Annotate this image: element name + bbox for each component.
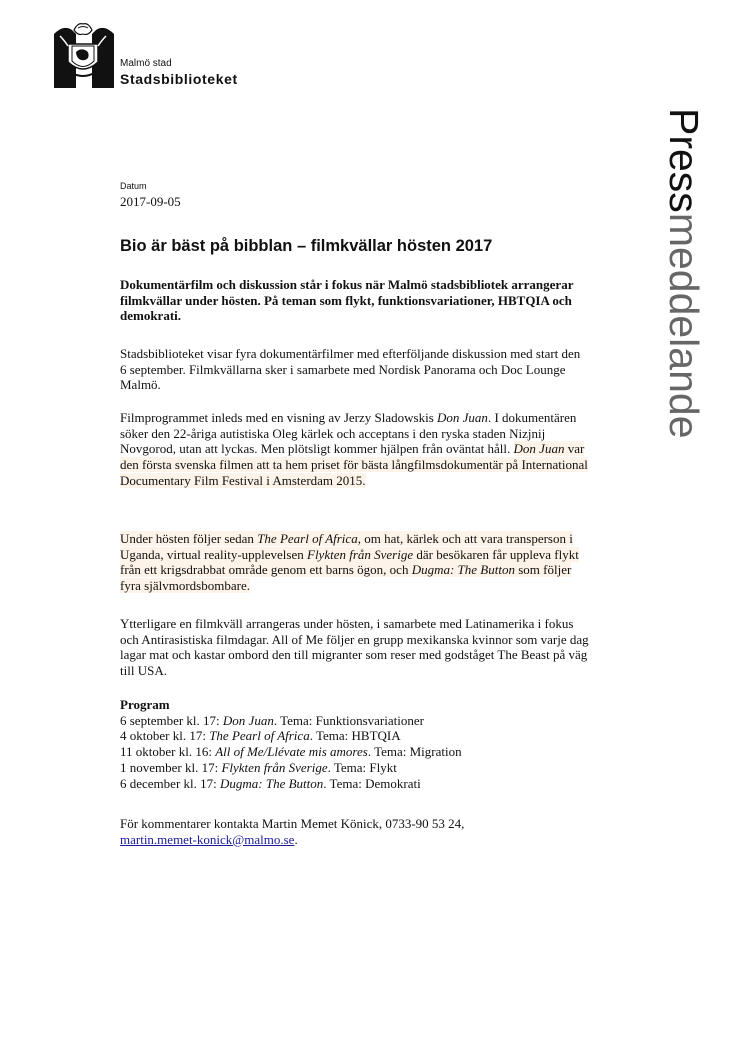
contact-email-line xyxy=(120,832,590,848)
film-title: Flykten från Sverige xyxy=(221,759,328,775)
program-when: 6 december kl. 17: xyxy=(120,775,220,791)
side-title xyxy=(658,108,728,558)
highlighted-text xyxy=(120,531,579,593)
text-run: där besökaren får uppleva flykt från ett krigsdrabbat område genom ett barns ögon, och xyxy=(120,546,579,578)
program-item xyxy=(120,728,590,744)
film-title: Don Juan xyxy=(513,441,565,457)
program-when: 11 oktober kl. 16: xyxy=(120,744,216,760)
text-run: som följer fyra självmordsbombare. xyxy=(120,562,572,594)
film-title: All of Me/Llévate mis amores xyxy=(215,744,368,760)
film-title: Dugma: The Button xyxy=(411,562,515,578)
paragraph-2 xyxy=(120,410,590,489)
program-theme: . Tema: Migration xyxy=(367,744,462,760)
contact-info xyxy=(120,816,590,847)
paragraph-4: Ytterligare en filmkväll arrangeras under hösten, i samarbete med Latinamerika i fokus och Antirasistiska filmdagar. All of Me följer en grupp mexikanska kvinnor som varje dag lagar mat och kastar ombord den till migranter som reser med godståget The Beast på väg till USA. xyxy=(120,616,589,679)
program-when: 1 november kl. 17: xyxy=(120,759,222,775)
date-value: 2017-09-05 xyxy=(120,194,181,209)
program-title: Program xyxy=(120,697,170,712)
program-item xyxy=(120,744,590,760)
film-title: Dugma: The Button xyxy=(220,775,324,791)
malmo-griffin-coat-of-arms-icon xyxy=(52,22,114,88)
paragraph-1: Stadsbiblioteket visar fyra dokumentärfilmer med efterföljande diskussion med start den 6 september. Filmkvällarna sker i samarbete med Nordisk Panorama och Doc Lounge Malmö. xyxy=(120,346,581,393)
program-when: 4 oktober kl. 17: xyxy=(120,728,210,744)
film-title: The Pearl of Africa xyxy=(209,728,310,744)
program-theme: . Tema: Demokrati xyxy=(323,775,421,791)
text-run: , om hat, kärlek och att vara transperson i Uganda, virtual reality-upplevelsen xyxy=(120,531,573,562)
text-run: . I dokumentären söker den 22-åriga autistiska Oleg kärlek och acceptans i den ryska staden Nizjnij Novgorod, utan att lyckas. Men plötsligt kommer hjälpen från oväntat håll. xyxy=(120,410,577,457)
contact-email-link[interactable]: martin.memet-konick@malmo.se xyxy=(120,831,295,847)
org-subtitle: Malmö stad xyxy=(120,58,172,69)
page-title: Bio är bäst på bibblan – filmkvällar hösten 2017 xyxy=(120,237,493,255)
date-label: Datum xyxy=(120,181,147,191)
film-title: Don Juan xyxy=(437,410,488,425)
paragraph-3 xyxy=(120,531,590,594)
contact-text: För kommentarer kontakta Martin Memet Könick, 0733-90 53 24, xyxy=(120,816,465,831)
text-run: var den första svenska filmen att ta hem priset för bästa långfilmsdokumentär på International Documentary Film Festival i Amsterdam 2015. xyxy=(120,441,588,488)
program-list xyxy=(120,697,590,791)
ingress: Dokumentärfilm och diskussion står i fokus när Malmö stadsbibliotek arrangerar filmkvällar under hösten. På teman som flykt, funktionsvariationer, HBTQIA och demokrati. xyxy=(120,277,574,324)
program-item xyxy=(120,713,590,729)
text-run: Filmprogrammet inleds med en visning av Jerzy Sladowskis xyxy=(120,410,438,425)
program-theme: . Tema: HBTQIA xyxy=(309,728,401,744)
film-title: The Pearl of Africa xyxy=(257,531,358,546)
side-title-meddelande: meddelande xyxy=(661,212,707,439)
film-title: Don Juan xyxy=(222,712,274,728)
program-item xyxy=(120,760,590,776)
text-run: . xyxy=(294,831,298,847)
program-theme: . Tema: Funktionsvariationer xyxy=(273,712,424,728)
program-item xyxy=(120,776,590,792)
side-title-press: Press xyxy=(661,108,707,213)
program-when: 6 september kl. 17: xyxy=(120,712,223,728)
program-theme: . Tema: Flykt xyxy=(327,759,397,775)
text-run: Under hösten följer sedan xyxy=(120,531,258,546)
film-title: Flykten från Sverige xyxy=(307,546,414,562)
org-name: Stadsbiblioteket xyxy=(120,71,238,87)
